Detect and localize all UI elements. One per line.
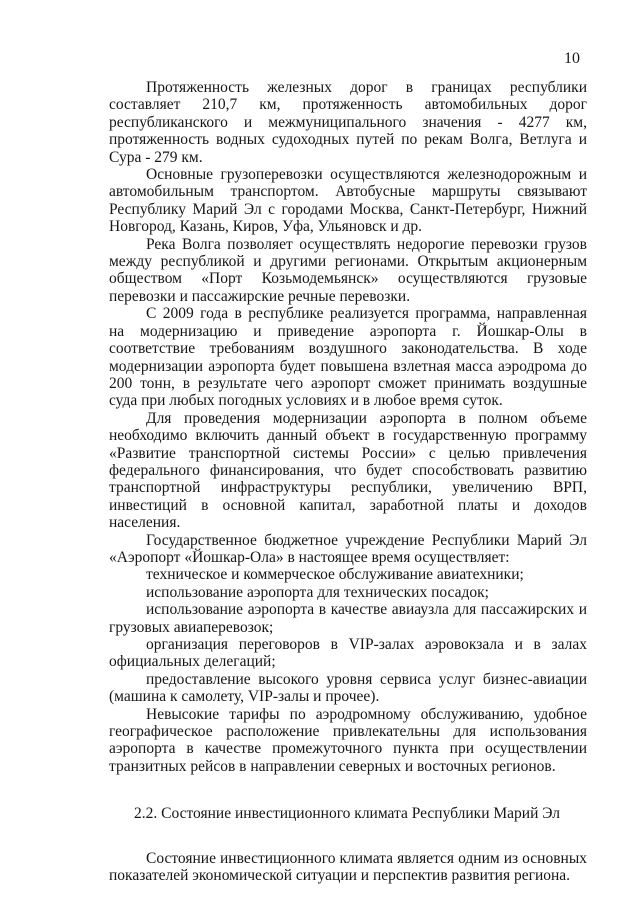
- list-item-vip-halls: организация переговоров в VIP-залах аэровокзала и в залах официальных делегаций;: [109, 636, 587, 671]
- paragraph-investment-climate: Состояние инвестиционного климата является одним из основных показателей экономической ситуации и перспектив развития региона.: [109, 849, 587, 885]
- paragraph-airport-institution: Государственное бюджетное учреждение Республики Марий Эл «Аэропорт «Йошкар-Ола» в настоящее время осуществляет:: [109, 531, 587, 566]
- document-body: [109, 79, 587, 884]
- section-heading: 2.2. Состояние инвестиционного климата Республики Марий Эл: [134, 805, 561, 823]
- paragraph-volga-river: Река Волга позволяет осуществлять недорогие перевозки грузов между республикой и другими регионами. Открытым акционерным обществом «Порт Козьмодемьянск» осуществляются грузовые перевозки и пассажирские речные перевозки.: [109, 235, 587, 305]
- paragraph-tariffs: Невысокие тарифы по аэродромному обслуживанию, удобное географическое расположение привлекательны для использования аэропорта в качестве промежуточного пункта при осуществлении транзитных рейсов в направлении северных и восточных регионов.: [109, 705, 587, 775]
- paragraph-airport-modernization: Для проведения модернизации аэропорта в полном объеме необходимо включить данный объект в государственную программу «Развитие транспортной системы России» с целью привлечения федерального финансирования, что будет способствовать развитию транспортной инфраструктуры республики, увеличению ВРП, инвестиций в основной капитал, заработной платы и доходов населения.: [109, 409, 587, 532]
- list-item-maintenance: техническое и коммерческое обслуживание авиатехники;: [146, 566, 524, 584]
- list-item-business-aviation: предоставление высокого уровня сервиса услуг бизнес-авиации (машина к самолету, VIP-залы и прочее).: [109, 670, 587, 706]
- page-number: 10: [564, 50, 580, 67]
- list-item-technical-landings: использование аэропорта для технических посадок;: [146, 583, 489, 601]
- paragraph-freight-transport: Основные грузоперевозки осуществляются железнодорожным и автомобильным транспортом. Автобусные маршруты связывают Республику Марий Эл с городами Москва, Санкт-Петербург, Нижний Новгород, Казань, Киров, Уфа, Ульяновск и др.: [109, 166, 587, 236]
- list-item-air-hub: использование аэропорта в качестве авиаузла для пассажирских и грузовых авиаперевозок;: [109, 601, 587, 636]
- paragraph-railways-length: Протяженность железных дорог в границах республики составляет 210,7 км, протяженность автомобильных дорог республиканского и межмуниципального значения - 4277 км, протяженность водных судоходных путей по рекам Волга, Ветлуга и Сура - 279 км.: [109, 79, 587, 166]
- paragraph-airport-program: С 2009 года в республике реализуется программа, направленная на модернизацию и приведение аэропорта г. Йошкар-Олы в соответствие требованиям воздушного законодательства. В ходе модернизации аэропорта будет повышена взлетная масса аэродрома до 200 тонн, в результате чего аэропорт сможет принимать воздушные суда при любых погодных условиях и в любое время суток.: [109, 305, 587, 410]
